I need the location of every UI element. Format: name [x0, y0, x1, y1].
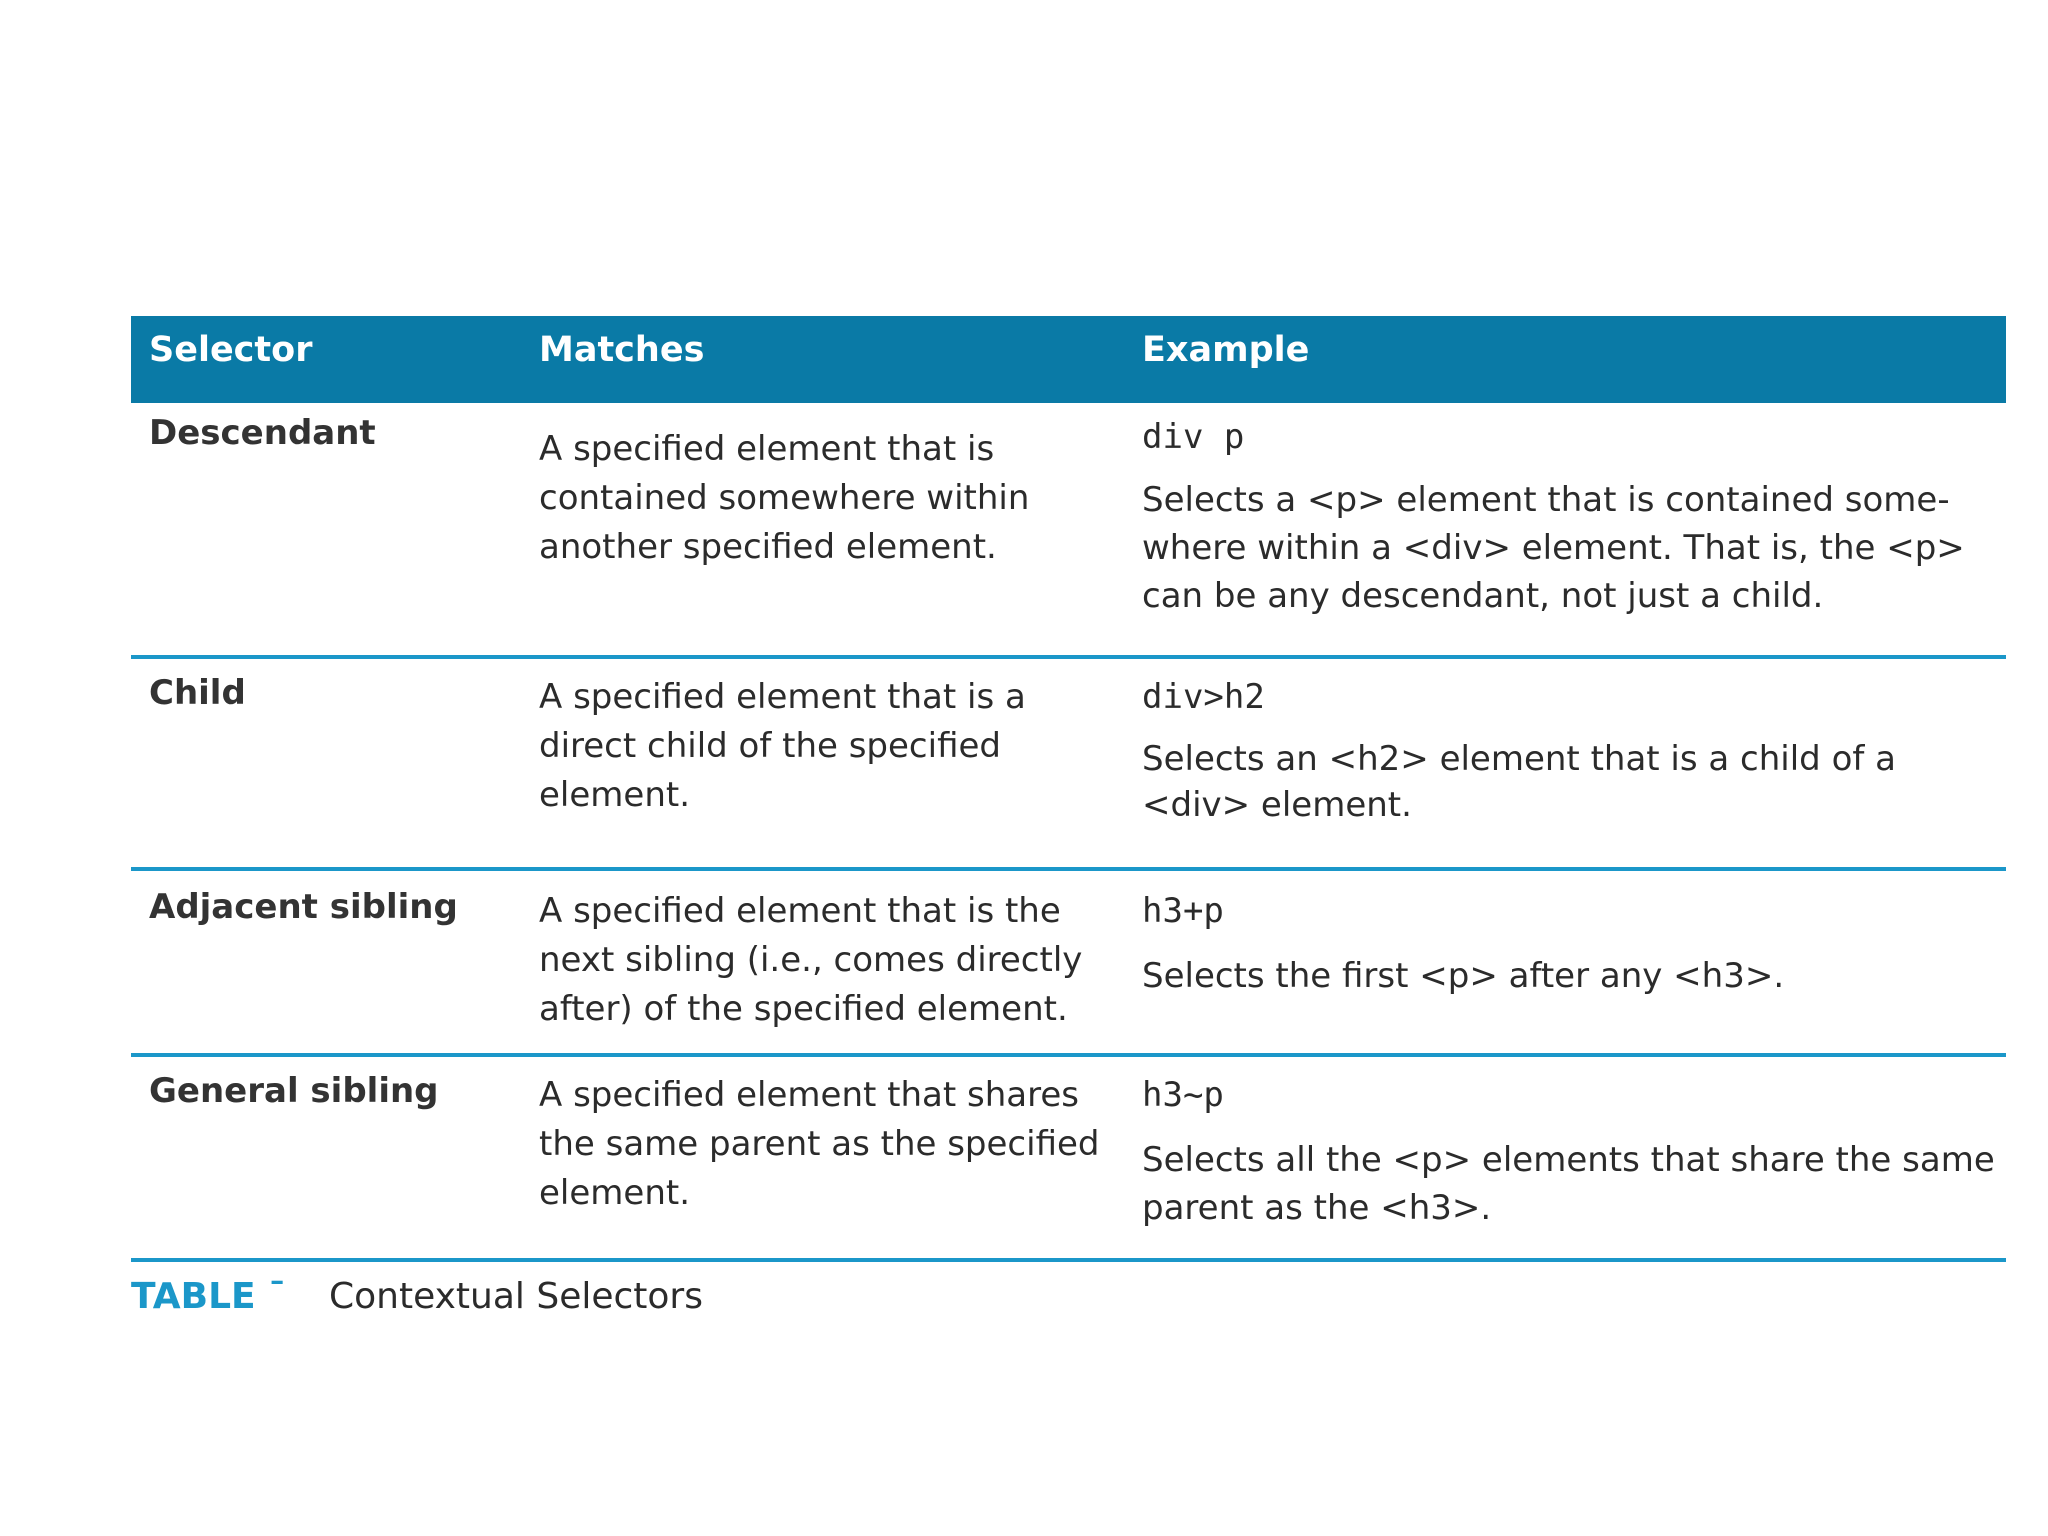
row-example: [1142, 413, 2006, 620]
example-description: Selects an <h2> element that is a child of a <div> element.: [1142, 739, 1896, 825]
row-selector: Child: [149, 673, 246, 713]
example-description: Selects the first <p> after any <h3>.: [1142, 956, 1785, 996]
caption-label: TABLE ˉ: [131, 1276, 287, 1317]
table-row: [131, 1057, 2006, 1262]
header-selector: Selector: [149, 330, 313, 370]
row-matches: A specified element that is the next sibling (i.e., comes directly after) of the specified element.: [539, 891, 1083, 1029]
selectors-table: [131, 316, 2006, 1262]
row-example: [1142, 1071, 2006, 1232]
example-code: div p: [1142, 417, 1245, 457]
table-row: [131, 659, 2006, 871]
row-example: [1142, 887, 2006, 1000]
example-code: h3+p: [1142, 891, 1224, 931]
example-code: h3~p: [1142, 1075, 1224, 1115]
example-code: div>h2: [1142, 677, 1265, 717]
row-example: [1142, 673, 2006, 828]
table-row: [131, 871, 2006, 1057]
table-header-row: [131, 316, 2006, 403]
table-caption: [131, 1276, 703, 1317]
row-selector: Descendant: [149, 413, 376, 453]
example-description: Selects all the <p> elements that share the same parent as the <h3>.: [1142, 1140, 1995, 1228]
row-selector: General sibling: [149, 1071, 439, 1111]
row-matches: A specified element that is contained somewhere within another specified element.: [539, 429, 1030, 567]
row-matches: A specified element that is a direct child of the specified element.: [539, 677, 1026, 815]
example-description: Selects a <p> element that is contained some-where within a <div> element. That is, the <p> can be any descendant, not just a child.: [1142, 480, 1965, 616]
row-selector: Adjacent sibling: [149, 887, 458, 927]
header-example: Example: [1142, 330, 1310, 370]
row-matches: A specified element that shares the same parent as the specified element.: [539, 1075, 1100, 1213]
caption-text: Contextual Selectors: [329, 1276, 703, 1317]
header-matches: Matches: [539, 330, 705, 370]
table-row: [131, 403, 2006, 659]
